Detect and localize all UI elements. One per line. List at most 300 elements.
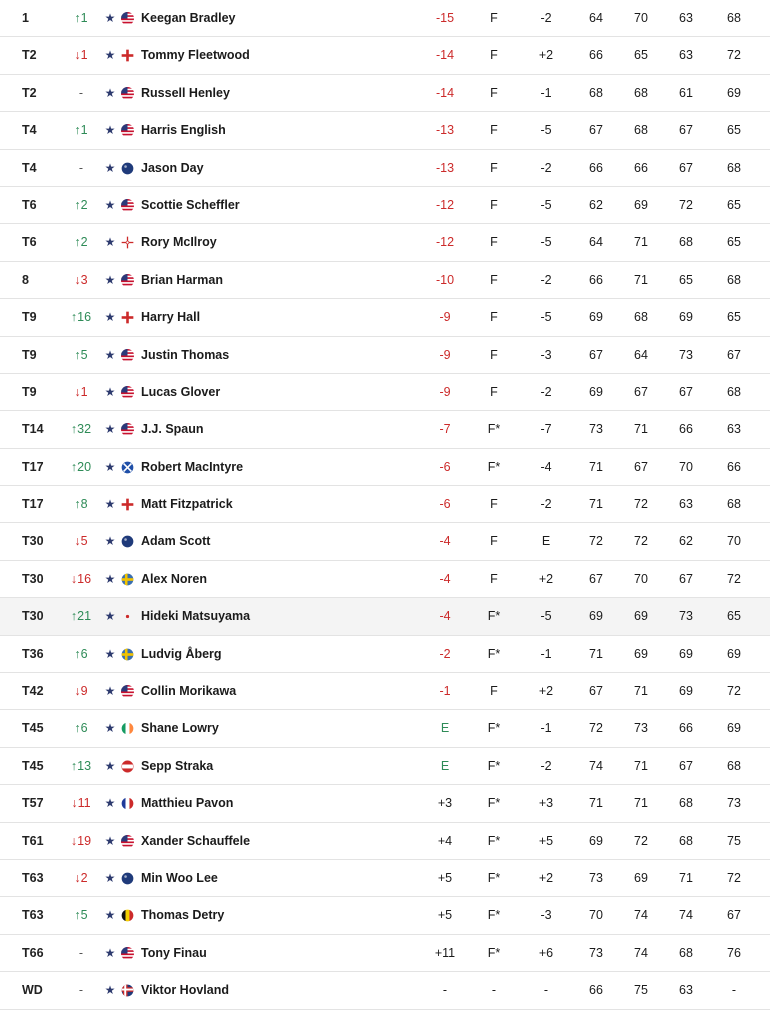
table-row[interactable] bbox=[0, 823, 770, 860]
thru-cell: F bbox=[490, 197, 498, 212]
movement-indicator: ↓1 bbox=[74, 48, 88, 63]
round-1-score: 66 bbox=[589, 48, 603, 63]
table-row[interactable] bbox=[0, 897, 770, 934]
table-row[interactable] bbox=[0, 710, 770, 747]
star-icon[interactable]: ★ bbox=[104, 497, 116, 512]
today-score: -5 bbox=[540, 609, 552, 624]
round-3-score: 63 bbox=[679, 48, 693, 63]
round-1-score: 66 bbox=[589, 272, 603, 287]
usa-flag-icon bbox=[121, 423, 135, 435]
player-name[interactable]: Harris English bbox=[141, 123, 226, 138]
total-score: E bbox=[440, 758, 450, 773]
star-icon[interactable]: ★ bbox=[104, 347, 116, 362]
thru-cell: F* bbox=[487, 609, 501, 624]
thru-cell: F bbox=[490, 235, 498, 250]
player-name[interactable]: Collin Morikawa bbox=[141, 684, 237, 699]
player-name[interactable]: Thomas Detry bbox=[141, 908, 225, 923]
player-name[interactable]: Jason Day bbox=[141, 160, 204, 175]
player-name[interactable]: Tony Finau bbox=[141, 945, 207, 960]
star-icon[interactable]: ★ bbox=[104, 384, 116, 399]
movement-indicator: ↑13 bbox=[70, 758, 92, 773]
player-name[interactable]: Ludvig Åberg bbox=[141, 646, 222, 661]
table-row[interactable] bbox=[0, 411, 770, 448]
round-4-score: 76 bbox=[727, 945, 741, 960]
round-4-score: 68 bbox=[727, 11, 741, 25]
movement-indicator: ↑5 bbox=[74, 908, 88, 923]
round-3-score: 67 bbox=[679, 571, 693, 586]
movement-indicator: ↓11 bbox=[71, 796, 91, 811]
round-3-score: 74 bbox=[679, 908, 693, 923]
round-3-score: 69 bbox=[679, 684, 693, 699]
round-2-score: 74 bbox=[634, 908, 648, 923]
today-score: -7 bbox=[540, 422, 552, 437]
round-3-score: 66 bbox=[679, 422, 693, 437]
star-icon[interactable]: ★ bbox=[104, 160, 116, 175]
total-score: +3 bbox=[437, 796, 453, 811]
round-3-score: 61 bbox=[679, 85, 693, 100]
thru-cell: F bbox=[490, 497, 498, 512]
total-score: -4 bbox=[439, 609, 451, 624]
star-icon[interactable]: ★ bbox=[104, 197, 116, 212]
position-cell: T42 bbox=[22, 684, 44, 699]
round-1-score: 66 bbox=[589, 983, 603, 998]
player-name[interactable]: Rory McIlroy bbox=[141, 235, 217, 250]
player-name[interactable]: Lucas Glover bbox=[141, 384, 221, 399]
round-4-score: 68 bbox=[727, 272, 741, 287]
northern-ireland-flag-icon bbox=[121, 236, 135, 248]
round-3-score: 68 bbox=[679, 833, 693, 848]
player-name[interactable]: Matthieu Pavon bbox=[141, 796, 234, 811]
position-cell: T17 bbox=[22, 459, 44, 474]
thru-cell: F bbox=[490, 11, 498, 25]
table-row[interactable] bbox=[0, 37, 770, 74]
movement-indicator: ↑2 bbox=[74, 235, 88, 250]
table-row[interactable] bbox=[0, 150, 770, 187]
thru-cell: F bbox=[490, 384, 498, 399]
table-row[interactable] bbox=[0, 224, 770, 261]
round-1-score: 72 bbox=[589, 534, 603, 549]
round-3-score: 63 bbox=[679, 497, 693, 512]
player-name[interactable]: Min Woo Lee bbox=[141, 870, 218, 885]
star-icon[interactable]: ★ bbox=[104, 796, 116, 811]
position-cell: T9 bbox=[22, 310, 37, 325]
round-1-score: 70 bbox=[589, 908, 603, 923]
player-name[interactable]: Viktor Hovland bbox=[141, 983, 229, 998]
table-row[interactable] bbox=[0, 337, 770, 374]
star-icon[interactable]: ★ bbox=[104, 758, 116, 773]
norway-flag-icon bbox=[121, 984, 135, 996]
round-1-score: 69 bbox=[589, 609, 603, 624]
usa-flag-icon bbox=[121, 274, 135, 286]
usa-flag-icon bbox=[121, 835, 135, 847]
round-1-score: 66 bbox=[589, 160, 603, 175]
total-score: -14 bbox=[435, 85, 455, 100]
thru-cell: F* bbox=[487, 908, 501, 923]
table-row[interactable] bbox=[0, 972, 770, 1009]
round-1-score: 71 bbox=[589, 497, 603, 512]
round-3-score: 73 bbox=[679, 609, 693, 624]
thru-cell: F* bbox=[487, 833, 501, 848]
sweden-flag-icon bbox=[121, 648, 135, 660]
today-score: E bbox=[541, 534, 551, 549]
total-score: -7 bbox=[439, 422, 451, 437]
total-score: +11 bbox=[434, 945, 456, 960]
belgium-flag-icon bbox=[121, 909, 135, 921]
table-row[interactable] bbox=[0, 187, 770, 224]
table-row[interactable] bbox=[0, 262, 770, 299]
table-row[interactable] bbox=[0, 785, 770, 822]
round-4-score: 72 bbox=[727, 870, 741, 885]
today-score: -2 bbox=[540, 160, 552, 175]
round-2-score: 66 bbox=[634, 160, 648, 175]
table-row[interactable] bbox=[0, 112, 770, 149]
position-cell: T30 bbox=[22, 609, 44, 624]
today-score: -2 bbox=[540, 11, 552, 25]
round-2-score: 67 bbox=[634, 384, 648, 399]
thru-cell: F* bbox=[487, 721, 501, 736]
star-icon[interactable]: ★ bbox=[104, 85, 116, 100]
player-name[interactable]: Robert MacIntyre bbox=[141, 459, 244, 474]
star-icon[interactable]: ★ bbox=[104, 609, 116, 624]
position-cell: T63 bbox=[22, 908, 44, 923]
movement-indicator: ↑8 bbox=[74, 497, 88, 512]
thru-cell: F* bbox=[487, 796, 501, 811]
thru-cell: F* bbox=[487, 459, 501, 474]
usa-flag-icon bbox=[121, 685, 135, 697]
round-3-score: 62 bbox=[679, 534, 693, 549]
round-1-score: 71 bbox=[589, 459, 603, 474]
star-icon[interactable]: ★ bbox=[104, 235, 116, 250]
total-score: -12 bbox=[435, 197, 455, 212]
round-2-score: 71 bbox=[634, 422, 648, 437]
usa-flag-icon bbox=[121, 199, 135, 211]
star-icon[interactable]: ★ bbox=[104, 422, 116, 437]
player-name[interactable]: Adam Scott bbox=[141, 534, 211, 549]
total-score: +4 bbox=[437, 833, 453, 848]
round-3-score: 66 bbox=[679, 721, 693, 736]
usa-flag-icon bbox=[121, 386, 135, 398]
round-3-score: 71 bbox=[679, 870, 693, 885]
star-icon[interactable]: ★ bbox=[104, 870, 116, 885]
position-cell: T30 bbox=[22, 534, 44, 549]
star-icon[interactable]: ★ bbox=[104, 310, 116, 325]
round-4-score: 75 bbox=[727, 833, 741, 848]
star-icon[interactable]: ★ bbox=[104, 48, 116, 63]
movement-indicator: ↑1 bbox=[74, 11, 88, 25]
total-score: -10 bbox=[435, 272, 455, 287]
round-2-score: 68 bbox=[634, 123, 648, 138]
round-3-score: 63 bbox=[679, 11, 693, 25]
round-4-score: 72 bbox=[727, 571, 741, 586]
star-icon[interactable]: ★ bbox=[104, 721, 116, 736]
thru-cell: F bbox=[490, 85, 498, 100]
position-cell: T6 bbox=[22, 197, 37, 212]
movement-indicator: - bbox=[78, 85, 84, 100]
total-score: +5 bbox=[437, 870, 453, 885]
player-name[interactable]: Scottie Scheffler bbox=[141, 197, 240, 212]
round-2-score: 69 bbox=[634, 870, 648, 885]
round-1-score: 68 bbox=[589, 85, 603, 100]
star-icon[interactable]: ★ bbox=[104, 11, 116, 25]
round-4-score: 63 bbox=[727, 422, 741, 437]
today-score: -1 bbox=[540, 85, 552, 100]
total-score: -14 bbox=[435, 48, 455, 63]
today-score: -5 bbox=[540, 235, 552, 250]
round-1-score: 72 bbox=[589, 721, 603, 736]
round-3-score: 68 bbox=[679, 796, 693, 811]
position-cell: T36 bbox=[22, 646, 44, 661]
star-icon[interactable]: ★ bbox=[104, 684, 116, 699]
table-row[interactable] bbox=[0, 748, 770, 785]
today-score: -1 bbox=[540, 646, 552, 661]
thru-cell: F bbox=[490, 48, 498, 63]
round-4-score: 65 bbox=[727, 123, 741, 138]
table-row[interactable] bbox=[0, 374, 770, 411]
round-1-score: 71 bbox=[589, 646, 603, 661]
thru-cell: F bbox=[490, 347, 498, 362]
thru-cell: - bbox=[491, 983, 497, 998]
player-name[interactable]: Tommy Fleetwood bbox=[141, 48, 250, 63]
total-score: -4 bbox=[439, 534, 451, 549]
round-2-score: 69 bbox=[634, 646, 648, 661]
round-2-score: 64 bbox=[634, 347, 648, 362]
usa-flag-icon bbox=[121, 124, 135, 136]
australia-flag-icon bbox=[121, 872, 135, 884]
round-4-score: 69 bbox=[727, 721, 741, 736]
round-2-score: 70 bbox=[634, 11, 648, 25]
thru-cell: F* bbox=[487, 945, 501, 960]
round-3-score: 67 bbox=[679, 384, 693, 399]
position-cell: 1 bbox=[22, 11, 29, 25]
total-score: - bbox=[442, 983, 448, 998]
total-score: -12 bbox=[435, 235, 455, 250]
today-score: -5 bbox=[540, 123, 552, 138]
round-3-score: 73 bbox=[679, 347, 693, 362]
round-1-score: 64 bbox=[589, 11, 603, 25]
position-cell: T9 bbox=[22, 384, 37, 399]
sweden-flag-icon bbox=[121, 573, 135, 585]
table-row[interactable] bbox=[0, 523, 770, 560]
round-4-score: 67 bbox=[727, 908, 741, 923]
table-row[interactable] bbox=[0, 561, 770, 598]
round-4-score: 73 bbox=[727, 796, 741, 811]
japan-flag-icon bbox=[121, 610, 135, 622]
star-icon[interactable]: ★ bbox=[104, 123, 116, 138]
star-icon[interactable]: ★ bbox=[104, 459, 116, 474]
star-icon[interactable]: ★ bbox=[104, 534, 116, 549]
total-score: -6 bbox=[439, 497, 451, 512]
player-name[interactable]: Harry Hall bbox=[141, 310, 201, 325]
table-row[interactable] bbox=[0, 0, 770, 37]
round-3-score: 69 bbox=[679, 646, 693, 661]
position-cell: T17 bbox=[22, 497, 44, 512]
round-2-score: 67 bbox=[634, 459, 648, 474]
table-row[interactable] bbox=[0, 598, 770, 635]
total-score: -1 bbox=[439, 684, 451, 699]
round-3-score: 63 bbox=[679, 983, 693, 998]
star-icon[interactable]: ★ bbox=[104, 571, 116, 586]
player-name[interactable]: Shane Lowry bbox=[141, 721, 219, 736]
today-score: +2 bbox=[538, 684, 554, 699]
australia-flag-icon bbox=[121, 535, 135, 547]
round-4-score: 65 bbox=[727, 310, 741, 325]
star-icon[interactable]: ★ bbox=[104, 646, 116, 661]
usa-flag-icon bbox=[121, 87, 135, 99]
round-1-score: 69 bbox=[589, 384, 603, 399]
star-icon[interactable]: ★ bbox=[104, 272, 116, 287]
round-3-score: 68 bbox=[679, 235, 693, 250]
table-row[interactable] bbox=[0, 486, 770, 523]
today-score: - bbox=[543, 983, 549, 998]
round-1-score: 67 bbox=[589, 571, 603, 586]
today-score: -2 bbox=[540, 384, 552, 399]
round-3-score: 70 bbox=[679, 459, 693, 474]
player-name[interactable]: Sepp Straka bbox=[141, 758, 214, 773]
movement-indicator: ↓1 bbox=[74, 384, 88, 399]
player-name[interactable]: Matt Fitzpatrick bbox=[141, 497, 233, 512]
thru-cell: F* bbox=[487, 758, 501, 773]
thru-cell: F bbox=[490, 534, 498, 549]
total-score: E bbox=[440, 721, 450, 736]
movement-indicator: ↑21 bbox=[70, 609, 92, 624]
round-4-score: 68 bbox=[727, 384, 741, 399]
round-1-score: 67 bbox=[589, 123, 603, 138]
movement-indicator: ↑1 bbox=[74, 123, 88, 138]
movement-indicator: ↑20 bbox=[70, 459, 92, 474]
star-icon[interactable]: ★ bbox=[104, 908, 116, 923]
australia-flag-icon bbox=[121, 162, 135, 174]
usa-flag-icon bbox=[121, 349, 135, 361]
position-cell: T45 bbox=[22, 758, 44, 773]
total-score: -4 bbox=[439, 571, 451, 586]
movement-indicator: ↑6 bbox=[74, 646, 88, 661]
today-score: -2 bbox=[540, 758, 552, 773]
player-name[interactable]: J.J. Spaun bbox=[141, 422, 204, 437]
scotland-flag-icon bbox=[121, 461, 135, 473]
movement-indicator: - bbox=[78, 945, 84, 960]
round-2-score: 71 bbox=[634, 758, 648, 773]
round-4-score: 68 bbox=[727, 497, 741, 512]
round-2-score: 72 bbox=[634, 497, 648, 512]
thru-cell: F bbox=[490, 310, 498, 325]
round-1-score: 73 bbox=[589, 870, 603, 885]
star-icon[interactable]: ★ bbox=[104, 945, 116, 960]
today-score: +6 bbox=[538, 945, 554, 960]
star-icon[interactable]: ★ bbox=[104, 983, 116, 998]
round-4-score: 68 bbox=[727, 758, 741, 773]
round-2-score: 69 bbox=[634, 609, 648, 624]
ireland-flag-icon bbox=[121, 722, 135, 734]
round-4-score: 72 bbox=[727, 48, 741, 63]
movement-indicator: ↑6 bbox=[74, 721, 88, 736]
table-row[interactable] bbox=[0, 935, 770, 972]
position-cell: T4 bbox=[22, 160, 37, 175]
usa-flag-icon bbox=[121, 947, 135, 959]
thru-cell: F bbox=[490, 684, 498, 699]
total-score: -13 bbox=[435, 160, 455, 175]
round-4-score: 67 bbox=[727, 347, 741, 362]
england-flag-icon bbox=[121, 311, 135, 323]
movement-indicator: ↓19 bbox=[70, 833, 92, 848]
position-cell: T9 bbox=[22, 347, 37, 362]
position-cell: T4 bbox=[22, 123, 37, 138]
total-score: -6 bbox=[439, 459, 451, 474]
today-score: -3 bbox=[540, 347, 552, 362]
movement-indicator: - bbox=[78, 983, 84, 998]
movement-indicator: ↓5 bbox=[74, 534, 88, 549]
movement-indicator: ↑2 bbox=[74, 197, 88, 212]
table-row[interactable] bbox=[0, 636, 770, 673]
round-3-score: 67 bbox=[679, 123, 693, 138]
total-score: -15 bbox=[435, 11, 455, 25]
round-4-score: 65 bbox=[727, 609, 741, 624]
position-cell: T61 bbox=[22, 833, 44, 848]
round-1-score: 69 bbox=[589, 833, 603, 848]
round-2-score: 74 bbox=[634, 945, 648, 960]
today-score: +5 bbox=[538, 833, 554, 848]
today-score: -5 bbox=[540, 310, 552, 325]
usa-flag-icon bbox=[121, 12, 135, 24]
star-icon[interactable]: ★ bbox=[104, 833, 116, 848]
position-cell: T14 bbox=[22, 422, 44, 437]
round-4-score: 69 bbox=[727, 85, 741, 100]
position-cell: T66 bbox=[22, 945, 44, 960]
movement-indicator: ↑16 bbox=[70, 310, 92, 325]
position-cell: WD bbox=[22, 983, 43, 998]
thru-cell: F bbox=[490, 272, 498, 287]
table-row[interactable] bbox=[0, 449, 770, 486]
thru-cell: F bbox=[490, 571, 498, 586]
player-name[interactable]: Brian Harman bbox=[141, 272, 223, 287]
table-row[interactable] bbox=[0, 860, 770, 897]
round-2-score: 65 bbox=[634, 48, 648, 63]
today-score: -4 bbox=[540, 459, 552, 474]
round-4-score: 66 bbox=[727, 459, 741, 474]
england-flag-icon bbox=[121, 498, 135, 510]
round-2-score: 68 bbox=[634, 310, 648, 325]
position-cell: T45 bbox=[22, 721, 44, 736]
thru-cell: F* bbox=[487, 422, 501, 437]
player-name[interactable]: Keegan Bradley bbox=[141, 11, 236, 25]
round-2-score: 70 bbox=[634, 571, 648, 586]
player-name[interactable]: Hideki Matsuyama bbox=[141, 609, 251, 624]
round-2-score: 71 bbox=[634, 272, 648, 287]
player-name[interactable]: Xander Schauffele bbox=[141, 833, 251, 848]
today-score: +2 bbox=[538, 870, 554, 885]
round-2-score: 72 bbox=[634, 534, 648, 549]
round-2-score: 73 bbox=[634, 721, 648, 736]
table-row[interactable] bbox=[0, 673, 770, 710]
movement-indicator: ↑32 bbox=[70, 422, 92, 437]
round-4-score: 72 bbox=[727, 684, 741, 699]
round-1-score: 74 bbox=[589, 758, 603, 773]
player-name[interactable]: Alex Noren bbox=[141, 571, 207, 586]
position-cell: T2 bbox=[22, 85, 37, 100]
movement-indicator: - bbox=[78, 160, 84, 175]
thru-cell: F bbox=[490, 123, 498, 138]
round-3-score: 72 bbox=[679, 197, 693, 212]
total-score: -9 bbox=[439, 347, 451, 362]
thru-cell: F* bbox=[487, 646, 501, 661]
table-row[interactable] bbox=[0, 299, 770, 336]
round-2-score: 72 bbox=[634, 833, 648, 848]
austria-flag-icon bbox=[121, 760, 135, 772]
player-name[interactable]: Russell Henley bbox=[141, 85, 230, 100]
round-3-score: 67 bbox=[679, 160, 693, 175]
table-row[interactable] bbox=[0, 75, 770, 112]
player-name[interactable]: Justin Thomas bbox=[141, 347, 230, 362]
round-3-score: 67 bbox=[679, 758, 693, 773]
